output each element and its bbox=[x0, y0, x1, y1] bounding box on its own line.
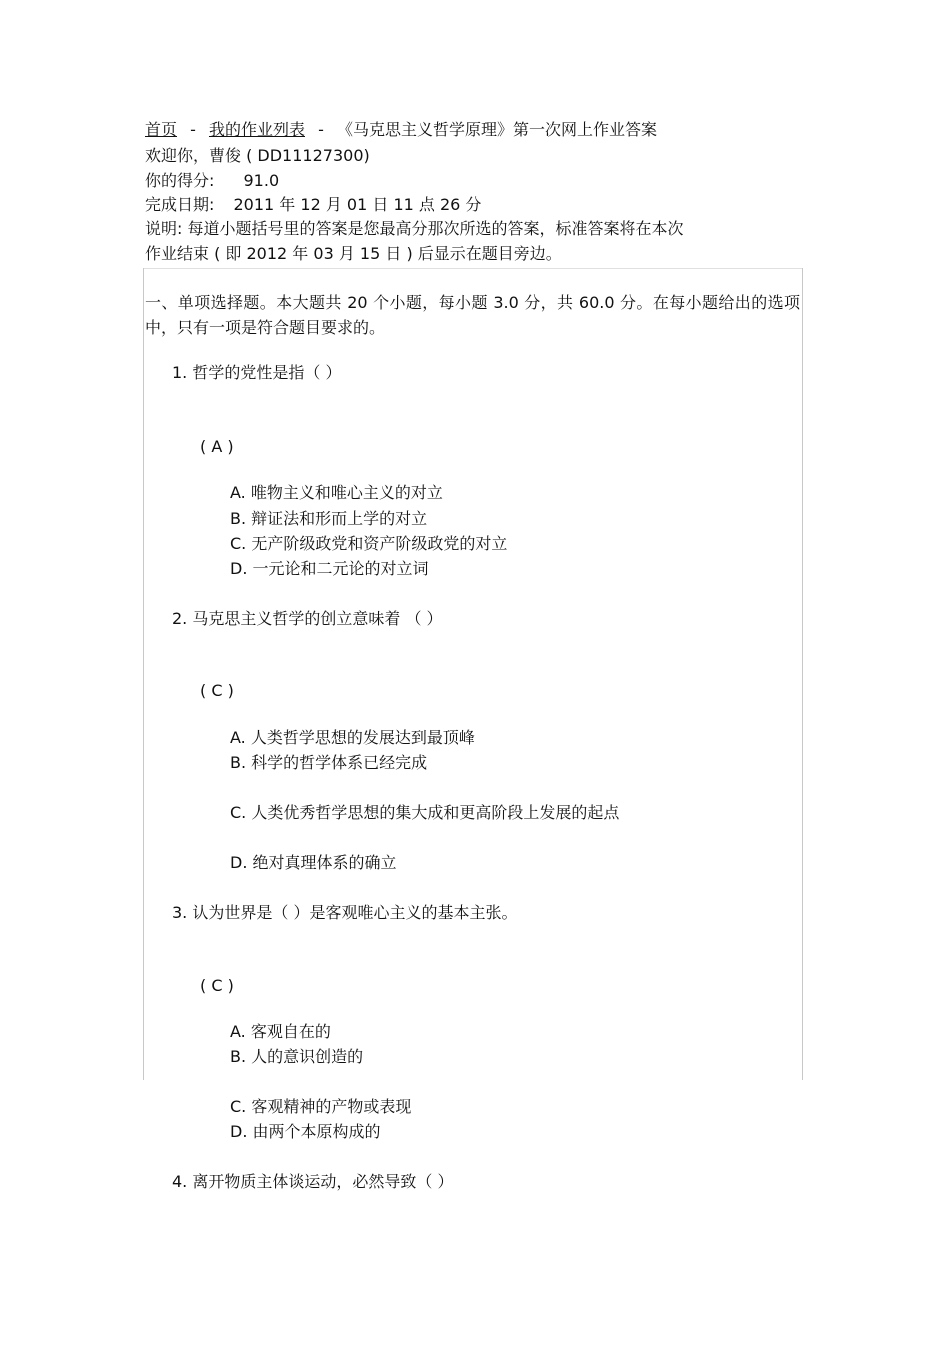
score-label: 你的得分: bbox=[145, 171, 215, 190]
question-1-option-a: A. 唯物主义和唯心主义的对立 bbox=[230, 483, 443, 502]
question-1-option-b: B. 辩证法和形而上学的对立 bbox=[230, 509, 428, 528]
question-3-stem: 3. 认为世界是（ ）是客观唯心主义的基本主张。 bbox=[172, 903, 518, 922]
question-3-answer: ( C ) bbox=[200, 976, 234, 995]
note-line-1: 说明: 每道小题括号里的答案是您最高分那次所选的答案，标准答案将在本次 bbox=[145, 219, 684, 238]
content-frame-top bbox=[143, 268, 803, 269]
question-3-option-c: C. 客观精神的产物或表现 bbox=[230, 1097, 412, 1116]
section-heading: 一、单项选择题。本大题共 20 个小题，每小题 3.0 分，共 60.0 分。在每小题给出的选项中，只有一项是符合题目要求的。 bbox=[145, 293, 800, 337]
welcome-text: 欢迎你，曹俊 ( DD11127300) bbox=[145, 146, 370, 165]
question-1-answer: ( A ) bbox=[200, 437, 234, 456]
completion-label: 完成日期: bbox=[145, 195, 215, 214]
completion-value: 2011 年 12 月 01 日 11 点 26 分 bbox=[233, 195, 482, 214]
question-1-option-c: C. 无产阶级政党和资产阶级政党的对立 bbox=[230, 534, 508, 553]
breadcrumb-separator: - bbox=[190, 120, 196, 139]
question-2-option-b: B. 科学的哲学体系已经完成 bbox=[230, 753, 428, 772]
breadcrumb-current-page: 《马克思主义哲学原理》第一次网上作业答案 bbox=[336, 120, 657, 139]
question-3-option-a: A. 客观自在的 bbox=[230, 1022, 331, 1041]
breadcrumb-homework-list-link[interactable]: 我的作业列表 bbox=[208, 120, 305, 139]
question-3-option-b: B. 人的意识创造的 bbox=[230, 1047, 364, 1066]
breadcrumb bbox=[145, 119, 657, 141]
question-1-stem: 1. 哲学的党性是指（ ） bbox=[172, 363, 342, 382]
score-row bbox=[145, 170, 279, 192]
question-4-stem: 4. 离开物质主体谈运动，必然导致（ ） bbox=[172, 1172, 454, 1191]
content-frame-left bbox=[143, 268, 144, 1080]
breadcrumb-home-link[interactable]: 首页 bbox=[145, 120, 178, 139]
score-value: 91.0 bbox=[243, 171, 280, 190]
question-2-stem: 2. 马克思主义哲学的创立意味着 （ ） bbox=[172, 609, 443, 628]
question-1-option-d: D. 一元论和二元论的对立词 bbox=[230, 559, 429, 578]
note-line-2: 作业结束 ( 即 2012 年 03 月 15 日 ) 后显示在题目旁边。 bbox=[145, 244, 562, 263]
question-2-option-d: D. 绝对真理体系的确立 bbox=[230, 853, 397, 872]
completion-row bbox=[145, 194, 481, 216]
question-3-option-d: D. 由两个本原构成的 bbox=[230, 1122, 381, 1141]
question-2-answer: ( C ) bbox=[200, 681, 234, 700]
content-frame-right bbox=[802, 268, 803, 1080]
question-2-option-c: C. 人类优秀哲学思想的集大成和更高阶段上发展的起点 bbox=[230, 803, 620, 822]
breadcrumb-separator: - bbox=[318, 120, 324, 139]
question-2-option-a: A. 人类哲学思想的发展达到最顶峰 bbox=[230, 728, 475, 747]
